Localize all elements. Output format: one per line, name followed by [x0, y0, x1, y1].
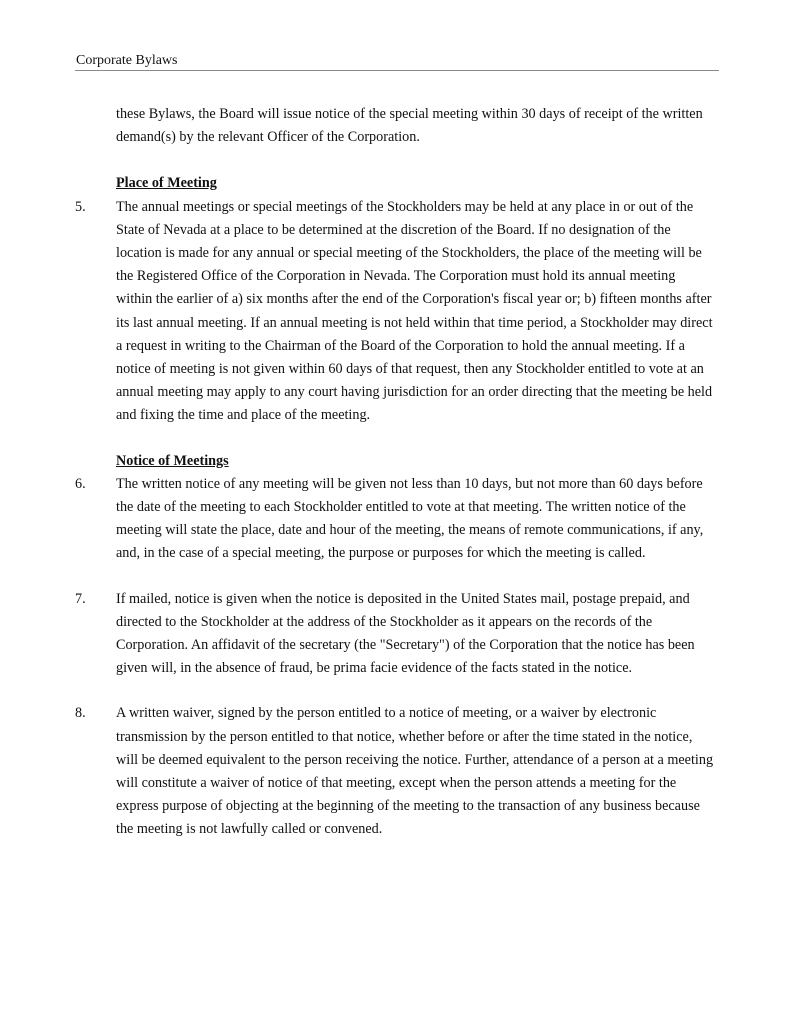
paragraph-number: 8.: [75, 705, 86, 722]
spacer: [75, 428, 715, 450]
continuation-paragraph: these Bylaws, the Board will issue notice of the special meeting within 30 days of receipt of the written demand(s) by the relevant Officer of the Corporation.: [116, 106, 703, 146]
paragraph-text: The annual meetings or special meetings of the Stockholders may be held at any place in or out of the State of Nevada at a place to be determined at the discretion of the Board. If no designation of the location is made for any annual or special meeting of the Stockholders, the place of the meeting will be the Registered Office of the Corporation in Nevada. The Corporation must hold its annual meeting within the earlier of a) six months after the end of the Corporation's fiscal year or; b) fifteen months after its last annual meeting. If an annual meeting is not held within that time period, a Stockholder may direct a request in writing to the Chairman of the Board of the Corporation to hold the annual meeting. If a notice of meeting is not given within 60 days of that request, then any Stockholder entitled to vote at an annual meeting may apply to any court having jurisdiction for an order directing that the meeting be held and fixing the time and place of the meeting.: [116, 198, 713, 424]
page-header: [75, 52, 719, 71]
section-heading-place-of-meeting: Place of Meeting: [116, 175, 217, 192]
spacer: [75, 149, 715, 172]
paragraph-number: 5.: [75, 198, 86, 215]
spacer: [75, 566, 715, 588]
paragraph-number: 6.: [75, 475, 86, 492]
numbered-paragraph-8: [75, 702, 715, 841]
numbered-paragraph-5: [75, 196, 715, 428]
section-heading-notice-of-meetings: Notice of Meetings: [116, 452, 229, 469]
paragraph-text: The written notice of any meeting will be given not less than 10 days, but not more than 60 days before the date of the meeting to each Stockholder entitled to vote at that meeting. The written notice of the meeting will state the place, date and hour of the meeting, the means of remote communications, if any, and, in the case of a special meeting, the purpose or purposes for which the meeting is called.: [116, 475, 704, 562]
paragraph-number: 7.: [75, 590, 86, 607]
numbered-paragraph-6: [75, 473, 715, 566]
spacer: [75, 680, 715, 702]
paragraph-text: A written waiver, signed by the person entitled to a notice of meeting, or a waiver by electronic transmission by the person entitled to that notice, whether before or after the time stated in the notice, will be deemed equivalent to the person receiving the notice. Further, attendance of a person at a meeting will constitute a waiver of notice of that meeting, except when the person attends a meeting for the express purpose of objecting at the beginning of the meeting to the transaction of any business because the meeting is not lawfully called or convened.: [116, 705, 714, 838]
document-body: [75, 103, 715, 842]
paragraph-text: If mailed, notice is given when the notice is deposited in the United States mail, postage prepaid, and directed to the Stockholder at the address of the Stockholder as it appears on the records of the Corporation. An affidavit of the secretary (the "Secretary") of the Corporation that the notice has been given will, in the absence of fraud, be prima facie evidence of the facts stated in the notice.: [116, 590, 695, 677]
numbered-paragraph-7: [75, 588, 715, 681]
document-title: Corporate Bylaws: [76, 53, 178, 68]
